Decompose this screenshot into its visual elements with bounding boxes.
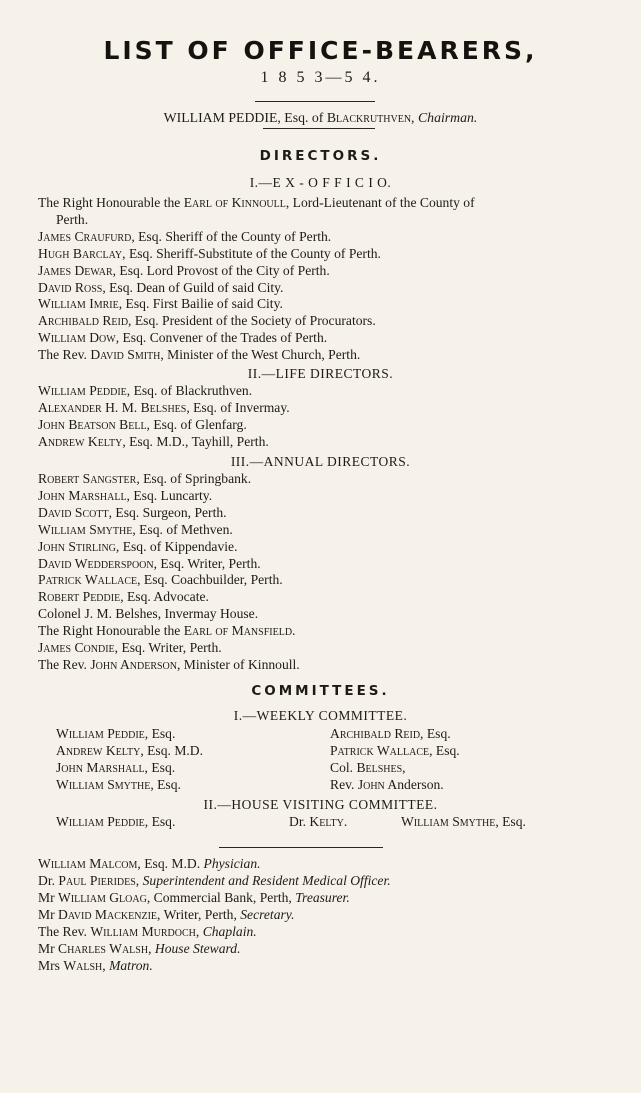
annual-director-entry: Colonel J. M. Belshes, Invermay House. — [38, 606, 259, 622]
weekly-member-name: William Peddie, — [56, 726, 149, 741]
life-director-entry: John Beatson Bell, Esq. of Glenfarg. — [38, 417, 247, 432]
annual-director-entry: William Smythe, Esq. of Methven. — [38, 521, 233, 537]
weekly-member-name: John Marshall, — [56, 760, 148, 775]
annual-directors-heading: III.—ANNUAL DIRECTORS. — [230, 454, 411, 469]
annual-director-name: Earl of Mansfield. — [183, 623, 296, 639]
annual-director-name: William Smythe, — [38, 521, 136, 537]
officer-entry: William Malcom, Esq. M.D. Physician. — [38, 856, 261, 871]
officer-role: Treasurer. — [295, 890, 350, 905]
annual-director-entry: John Marshall, Esq. Luncarty. — [38, 487, 213, 503]
annual-director-name: Patrick Wallace, — [38, 572, 141, 588]
annual-director-entry: David Scott, Esq. Surgeon, Perth. — [38, 504, 227, 520]
ex-officio-name: Earl of Kinnoull, — [183, 195, 290, 210]
officer-name: William Murdoch, — [90, 924, 200, 939]
annual-director-entry: James Condie, Esq. Writer, Perth. — [38, 640, 222, 655]
ex-officio-name: Archibald Reid, — [38, 313, 132, 329]
officer-name: Paul Pierides, — [58, 873, 140, 888]
officer-role: House Steward. — [154, 941, 241, 956]
ex-officio-entry: David Ross, Esq. Dean of Guild of said City. — [38, 279, 284, 295]
annual-director-entry: The Right Honourable the Earl of Mansfield. — [38, 623, 296, 639]
annual-director-name: James Condie, — [38, 640, 119, 655]
annual-director-entry: Robert Peddie, Esq. Advocate. — [38, 589, 209, 605]
weekly-right-entry: Patrick Wallace, Esq. — [330, 743, 460, 758]
life-directors-heading: II.—LIFE DIRECTORS. — [247, 366, 394, 381]
weekly-left-entry: John Marshall, Esq. — [56, 760, 176, 775]
officer-entry: Mr William Gloag, Commercial Bank, Perth, Treasurer. — [38, 890, 350, 905]
annual-director-name: Robert Sangster, — [38, 471, 140, 486]
officer-role: Secretary. — [240, 907, 295, 922]
weekly-member-name: William Smythe, — [56, 777, 154, 792]
officer-role: Matron. — [109, 958, 153, 973]
officer-name: Walsh, — [63, 958, 106, 973]
house-member-1: William Peddie, Esq. — [56, 814, 176, 829]
ex-officio-entry: James Dewar, Esq. Lord Provost of the City of Perth. — [38, 262, 330, 278]
life-director-name: William Peddie, — [38, 383, 131, 398]
ex-officio-name: William Dow, — [38, 330, 120, 346]
ex-officio-entry: Perth. — [56, 211, 89, 227]
weekly-member-name: John — [357, 777, 385, 792]
officer-name: William Gloag, — [58, 890, 151, 905]
weekly-member-name: Andrew Kelty, — [56, 743, 144, 758]
officer-name: William Malcom, — [38, 856, 141, 871]
officer-name: David Mackenzie, — [58, 907, 161, 922]
ex-officio-entry: The Right Honourable the Earl of Kinnoull, Lord-Lieutenant of the County of — [38, 195, 475, 210]
officer-role: Superintendent and Resident Medical Officer. — [142, 873, 391, 888]
ex-officio-entry: Archibald Reid, Esq. President of the Society of Procurators. — [38, 313, 376, 329]
weekly-member-name: Archibald Reid, — [330, 726, 424, 741]
annual-director-entry: The Rev. John Anderson, Minister of Kinnoull. — [38, 656, 300, 672]
committees-heading: COMMITTEES. — [251, 683, 390, 699]
weekly-right-entry: Archibald Reid, Esq. — [330, 726, 451, 741]
officer-role: Chaplain. — [202, 924, 257, 939]
annual-director-name: Robert Peddie, — [38, 589, 124, 605]
life-director-name: Alexander H. M. Belshes, — [38, 400, 190, 415]
house-member-2-name: Kelty. — [309, 814, 348, 829]
ex-officio-entry: James Craufurd, Esq. Sheriff of the County of Perth. — [38, 228, 332, 244]
ex-officio-name: James Dewar, — [38, 262, 117, 278]
house-member-3: William Smythe, Esq. — [401, 814, 526, 829]
officer-entry: The Rev. William Murdoch, Chaplain. — [38, 924, 257, 939]
chairman-role: Chairman. — [417, 110, 478, 125]
life-director-name: Andrew Kelty, — [38, 434, 126, 449]
life-director-name: John Beatson Bell, — [38, 417, 150, 432]
ex-officio-name: James Craufurd, — [38, 228, 135, 244]
life-director-entry: William Peddie, Esq. of Blackruthven. — [38, 383, 253, 398]
officer-entry: Dr. Paul Pierides, Superintendent and Resident Medical Officer. — [38, 873, 391, 888]
ex-officio-name: David Smith, — [90, 347, 164, 363]
house-committee-heading: II.—HOUSE VISITING COMMITTEE. — [203, 797, 438, 812]
ex-officio-heading: I.—E X - O F F I C I O. — [249, 175, 392, 190]
officer-entry: Mr Charles Walsh, House Steward. — [38, 941, 241, 956]
ex-officio-entry: William Imrie, Esq. First Bailie of said City. — [38, 296, 283, 312]
annual-director-name: John Marshall, — [38, 487, 130, 503]
officer-entry: Mrs Walsh, Matron. — [38, 958, 153, 973]
annual-director-entry: Patrick Wallace, Esq. Coachbuilder, Perth. — [38, 572, 283, 588]
ex-officio-name: William Imrie, — [38, 296, 123, 312]
annual-director-entry: Robert Sangster, Esq. of Springbank. — [38, 471, 252, 486]
annual-director-entry: John Stirling, Esq. of Kippendavie. — [38, 538, 238, 554]
weekly-left-entry: William Peddie, Esq. — [56, 726, 176, 741]
annual-director-name: David Scott, — [38, 504, 112, 520]
page-years: 1 8 5 3—5 4. — [260, 69, 381, 86]
weekly-member-name: Patrick Wallace, — [330, 743, 433, 758]
ex-officio-name: Hugh Barclay, — [38, 245, 126, 261]
ex-officio-name: David Ross, — [38, 279, 106, 295]
officer-entry: Mr David Mackenzie, Writer, Perth, Secretary. — [38, 907, 295, 922]
weekly-member-name: Belshes, — [356, 760, 406, 775]
chairman-name: WILLIAM PEDDIE, — [163, 110, 281, 125]
officer-name: Charles Walsh, — [58, 941, 152, 956]
weekly-right-entry: Col. Belshes, — [330, 760, 406, 775]
chairman-line — [0, 110, 641, 126]
directors-heading: DIRECTORS. — [259, 148, 382, 164]
chairman-place: Blackruthven, — [326, 110, 415, 125]
annual-director-entry: David Wedderspoon, Esq. Writer, Perth. — [38, 555, 261, 571]
ex-officio-entry: William Dow, Esq. Convener of the Trades of Perth. — [38, 330, 328, 346]
annual-director-name: John Anderson, — [90, 656, 181, 672]
annual-director-name: John Stirling, — [38, 538, 120, 554]
life-director-entry: Andrew Kelty, Esq. M.D., Tayhill, Perth. — [38, 434, 269, 449]
chairman-mid: Esq. of — [280, 110, 327, 125]
weekly-committee-heading: I.—WEEKLY COMMITTEE. — [233, 708, 408, 723]
weekly-left-entry: William Smythe, Esq. — [56, 777, 181, 792]
rule-officers — [219, 847, 383, 848]
ex-officio-entry: Hugh Barclay, Esq. Sheriff-Substitute of the County of Perth. — [38, 245, 381, 261]
rule-chairman — [263, 128, 375, 129]
weekly-left-entry: Andrew Kelty, Esq. M.D. — [56, 743, 204, 758]
rule-top — [255, 101, 375, 102]
house-member-3-name: William Smythe, — [401, 814, 499, 829]
page-title: LIST OF OFFICE-BEARERS, — [103, 36, 538, 65]
house-member-1-name: William Peddie, — [56, 814, 149, 829]
life-director-entry: Alexander H. M. Belshes, Esq. of Invermay. — [38, 400, 290, 415]
annual-director-name: David Wedderspoon, — [38, 555, 158, 571]
ex-officio-entry: The Rev. David Smith, Minister of the West Church, Perth. — [38, 347, 361, 363]
officer-role: Physician. — [203, 856, 261, 871]
house-member-2: Dr. Kelty. — [289, 814, 348, 829]
weekly-right-entry: Rev. John Anderson. — [330, 777, 444, 792]
